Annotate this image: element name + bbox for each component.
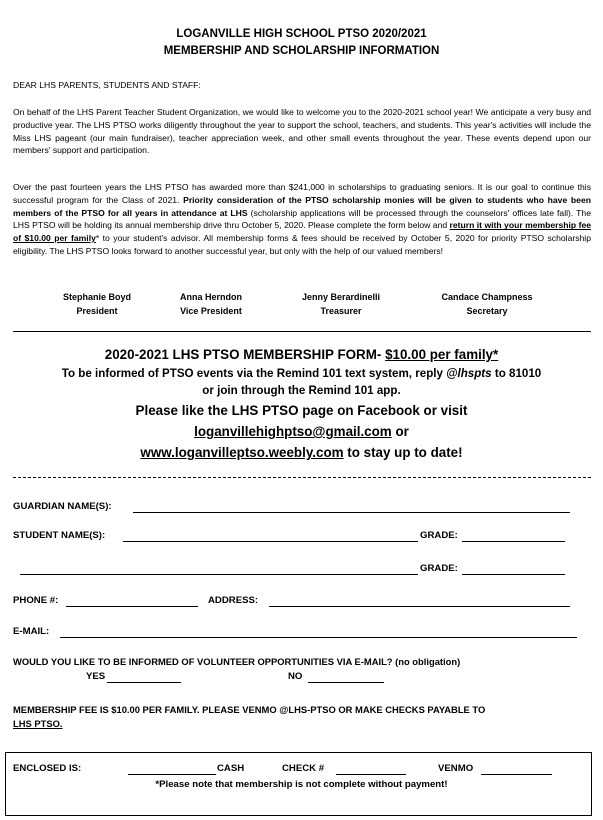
email-line — [0, 424, 603, 439]
volunteer-no-field[interactable] — [308, 682, 384, 683]
website-line — [0, 445, 603, 460]
officer-role: Secretary — [466, 306, 508, 316]
website-suffix: to stay up to date! — [343, 445, 463, 460]
cut-line — [13, 477, 591, 478]
remind-number: to 81010 — [491, 367, 542, 380]
guardian-label: GUARDIAN NAME(S): — [13, 501, 112, 512]
email-label: E-MAIL: — [13, 626, 50, 637]
remind-code: @lhspts — [446, 367, 492, 380]
officer-secretary — [427, 290, 547, 318]
officer-vice-president — [156, 290, 266, 318]
document-title: LOGANVILLE HIGH SCHOOL PTSO 2020/2021 — [176, 28, 427, 40]
remind-info — [0, 367, 603, 380]
address-field[interactable] — [269, 606, 570, 607]
grade-field[interactable] — [462, 541, 565, 542]
cash-label: CASH — [217, 763, 245, 774]
venmo-label: VENMO — [438, 763, 474, 774]
officer-name: Candace Champness — [441, 292, 533, 302]
ptso-email-link[interactable]: loganvillehighptso@gmail.com — [194, 424, 392, 439]
officer-name: Anna Herndon — [180, 292, 242, 302]
fee-payee: LHS PTSO. — [13, 718, 63, 729]
student-label: STUDENT NAME(S): — [13, 530, 106, 541]
guardian-name-field[interactable] — [133, 512, 570, 513]
volunteer-question: WOULD YOU LIKE TO BE INFORMED OF VOLUNTEER OPPORTUNITIES VIA E-MAIL? (no obligation) — [13, 656, 461, 667]
facebook-line: Please like the LHS PTSO page on Facebook or visit — [135, 403, 468, 418]
fee-statement: MEMBERSHIP FEE IS $10.00 PER FAMILY. PLEASE VENMO @LHS-PTSO OR MAKE CHECKS PAYABLE TO — [13, 704, 486, 715]
phone-field[interactable] — [66, 606, 198, 607]
student-name-field-2[interactable] — [20, 574, 418, 575]
ptso-website-link[interactable]: www.loganvilleptso.weebly.com — [140, 445, 344, 460]
email-field[interactable] — [60, 637, 577, 638]
form-heading-fee: $10.00 per family* — [385, 347, 499, 362]
no-label: NO — [288, 671, 303, 682]
paragraph-2-intro: Over the past fourteen years the LHS PTSO has awarded more than $241,000 in scholarships to graduating seniors. It is our goal to continue this successful program for the Class of 2021. — [13, 182, 591, 205]
officer-name: Jenny Berardinelli — [301, 292, 381, 302]
letter-paragraph-2 — [13, 181, 591, 258]
officer-role: President — [76, 306, 118, 316]
remind-app: or join through the Remind 101 app. — [202, 384, 401, 397]
officer-role: Treasurer — [320, 306, 362, 316]
venmo-field[interactable] — [481, 774, 552, 775]
student-name-field[interactable] — [123, 541, 418, 542]
volunteer-yes-field[interactable] — [107, 682, 181, 683]
enclosed-label: ENCLOSED IS: — [13, 763, 82, 774]
yes-label: YES — [86, 671, 106, 682]
form-heading-text: 2020-2021 LHS PTSO MEMBERSHIP FORM- — [104, 347, 386, 362]
officer-president — [42, 290, 152, 318]
payment-note: *Please note that membership is not complete without payment! — [155, 779, 448, 790]
or-text: or — [391, 424, 409, 439]
remind-text: To be informed of PTSO events via the Remind 101 text system, reply — [61, 367, 447, 380]
paragraph-2-middle: (scholarship applications will be processed through the counselors' offices late fall). The LHS PTSO will be holding its annual membership drive thru October 5, 2020. Please complete the form below and — [13, 207, 591, 231]
letter-paragraph-1: On behalf of the LHS Parent Teacher Student Organization, we would like to welcome you to the 2020-2021 school year! We anticipate a very busy and productive year. The LHS PTSO works diligently throughout the year to support the school, teachers, and students. This year's activities will include the Miss LHS pageant (our main fundraiser), teacher appreciation week, and other small events throughout the year. These events depend upon our members' support and participation. — [13, 107, 591, 156]
phone-label: PHONE #: — [13, 595, 59, 606]
officer-name: Stephanie Boyd — [62, 292, 131, 302]
address-label: ADDRESS: — [208, 595, 259, 606]
grade-field-2[interactable] — [462, 574, 565, 575]
document-subtitle: MEMBERSHIP AND SCHOLARSHIP INFORMATION — [163, 45, 440, 57]
section-divider — [13, 331, 591, 332]
check-label: CHECK # — [282, 763, 325, 774]
paragraph-2-end: * to your student's advisor. All membership forms & fees should be received by October 5, 2020 for priority PTSO scholarship eligibility. The LHS PTSO looks forward to another successful year, but only with the help of our valued members! — [13, 233, 591, 256]
cash-amount-field[interactable] — [128, 774, 216, 775]
form-heading — [0, 347, 603, 362]
officer-treasurer — [286, 290, 396, 318]
priority-statement: Priority consideration of the PTSO scholarship monies will be given to students who have been members of the PTSO for all years in attendance at LHS — [13, 194, 591, 218]
check-number-field[interactable] — [336, 774, 406, 775]
grade-label-2: GRADE: — [420, 563, 458, 574]
return-fee-statement: return it with your membership fee of $10.00 per family — [13, 220, 592, 244]
grade-label: GRADE: — [420, 530, 458, 541]
salutation: DEAR LHS PARENTS, STUDENTS AND STAFF: — [13, 80, 201, 90]
officer-role: Vice President — [180, 306, 242, 316]
